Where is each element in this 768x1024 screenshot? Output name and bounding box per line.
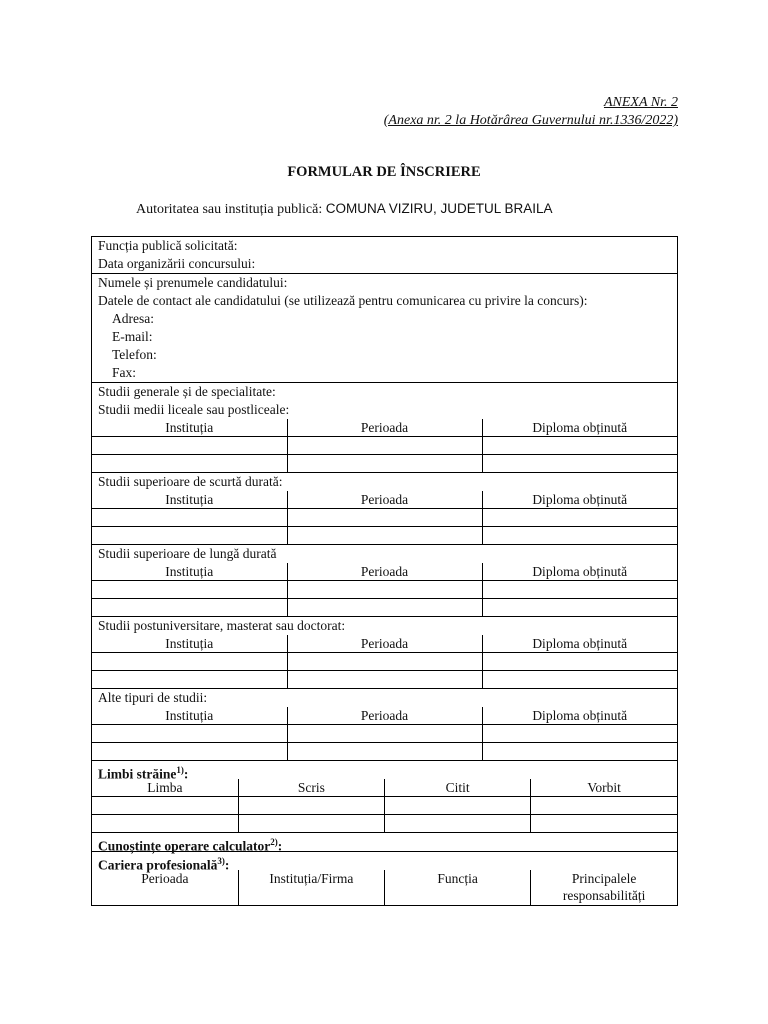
cell-input[interactable] <box>287 725 482 743</box>
cell-input[interactable] <box>92 671 287 689</box>
cell-input[interactable] <box>238 797 384 815</box>
annex-reference: (Anexa nr. 2 la Hotărârea Guvernului nr.1336/2022) <box>383 113 678 128</box>
cell-input[interactable] <box>92 743 287 761</box>
cell-input[interactable] <box>287 527 482 545</box>
studies-lunga-label: Studii superioare de lungă durată <box>98 546 277 561</box>
studies-general-label: Studii generale și de specialitate: <box>98 384 276 399</box>
section-studii-alte <box>92 689 677 761</box>
studies-scurta-label: Studii superioare de scurtă durată: <box>98 474 283 489</box>
cell-input[interactable] <box>482 527 677 545</box>
cell-input[interactable] <box>482 581 677 599</box>
header-perioada: Perioada <box>287 419 482 437</box>
field-adresa[interactable]: Adresa: <box>112 311 154 326</box>
form-title: FORMULAR DE ÎNSCRIERE <box>287 164 481 180</box>
cell-input[interactable] <box>287 653 482 671</box>
studies-postuniv-table <box>92 635 677 688</box>
computer-label[interactable]: Cunoștințe operare calculator$^{2)}$: <box>98 837 283 854</box>
section-studii-scurta <box>92 473 677 545</box>
studies-lunga-table <box>92 563 677 616</box>
studies-alte-table <box>92 707 677 760</box>
cell-input[interactable] <box>238 815 384 833</box>
header-functia: Funcția <box>385 870 531 905</box>
cell-input[interactable] <box>482 509 677 527</box>
header-institutia: Instituția <box>92 491 287 509</box>
field-telefon[interactable]: Telefon: <box>112 347 157 362</box>
header-vorbit: Vorbit <box>531 779 677 797</box>
cell-input[interactable] <box>92 725 287 743</box>
header-diploma: Diploma obținută <box>482 707 677 725</box>
cell-input[interactable] <box>92 599 287 617</box>
cell-input[interactable] <box>92 797 238 815</box>
cell-input[interactable] <box>385 815 531 833</box>
field-nume[interactable]: Numele și prenumele candidatului: <box>98 275 288 290</box>
section-career <box>92 852 677 905</box>
section-studii-lunga <box>92 545 677 617</box>
section-studii-medii <box>92 383 677 473</box>
section-position <box>92 237 677 274</box>
annex-header <box>384 94 678 130</box>
annex-number: ANEXA Nr. 2 <box>603 95 678 110</box>
header-diploma: Diploma obținută <box>482 491 677 509</box>
cell-input[interactable] <box>287 509 482 527</box>
cell-input[interactable] <box>482 437 677 455</box>
field-contact: Datele de contact ale candidatului (se utilizează pentru comunicarea cu privire la concurs): <box>98 293 588 308</box>
header-perioada: Perioada <box>92 870 238 905</box>
cell-input[interactable] <box>287 581 482 599</box>
authority-label: Autoritatea sau instituția publică: <box>136 202 323 217</box>
cell-input[interactable] <box>287 599 482 617</box>
cell-input[interactable] <box>531 797 677 815</box>
languages-label: Limbi străine$^{1)}$: <box>98 765 189 782</box>
cell-input[interactable] <box>92 455 287 473</box>
header-institutia: Instituția <box>92 635 287 653</box>
header-limba: Limba <box>92 779 238 797</box>
studies-medii-table <box>92 419 677 472</box>
header-diploma: Diploma obținută <box>482 563 677 581</box>
authority-line <box>136 201 553 218</box>
cell-input[interactable] <box>482 725 677 743</box>
studies-alte-label: Alte tipuri de studii: <box>98 690 208 705</box>
header-institutia: Instituția <box>92 563 287 581</box>
header-institutia: Instituția <box>92 707 287 725</box>
cell-input[interactable] <box>287 455 482 473</box>
header-scris: Scris <box>238 779 384 797</box>
cell-input[interactable] <box>92 581 287 599</box>
header-perioada: Perioada <box>287 491 482 509</box>
section-studii-postuniv <box>92 617 677 689</box>
field-functia[interactable]: Funcția publică solicitată: <box>98 238 238 253</box>
cell-input[interactable] <box>92 509 287 527</box>
cell-input[interactable] <box>287 743 482 761</box>
cell-input[interactable] <box>482 653 677 671</box>
cell-input[interactable] <box>482 599 677 617</box>
header-perioada: Perioada <box>287 563 482 581</box>
header-citit: Citit <box>385 779 531 797</box>
cell-input[interactable] <box>92 527 287 545</box>
section-computer <box>92 833 677 852</box>
career-label: Cariera profesională$^{3)}$: <box>98 856 230 873</box>
cell-input[interactable] <box>287 437 482 455</box>
cell-input[interactable] <box>92 653 287 671</box>
languages-table <box>92 779 677 832</box>
header-institutia-firma: Instituția/Firma <box>238 870 384 905</box>
cell-input[interactable] <box>92 437 287 455</box>
studies-scurta-table <box>92 491 677 544</box>
header-institutia: Instituția <box>92 419 287 437</box>
header-perioada: Perioada <box>287 635 482 653</box>
cell-input[interactable] <box>482 671 677 689</box>
studies-medii-label: Studii medii liceale sau postliceale: <box>98 402 290 417</box>
header-responsabilitati: Principalele responsabilități <box>531 870 677 905</box>
cell-input[interactable] <box>385 797 531 815</box>
field-data-concurs[interactable]: Data organizării concursului: <box>98 256 256 271</box>
section-candidate <box>92 274 677 383</box>
header-diploma: Diploma obținută <box>482 635 677 653</box>
field-fax[interactable]: Fax: <box>112 365 137 380</box>
career-table <box>92 870 677 905</box>
cell-input[interactable] <box>482 455 677 473</box>
section-languages <box>92 761 677 833</box>
cell-input[interactable] <box>287 671 482 689</box>
studies-postuniv-label: Studii postuniversitare, masterat sau doctorat: <box>98 618 346 633</box>
header-diploma: Diploma obținută <box>482 419 677 437</box>
cell-input[interactable] <box>531 815 677 833</box>
field-email[interactable]: E-mail: <box>112 329 153 344</box>
registration-form <box>91 236 678 906</box>
authority-name: COMUNA VIZIRU, JUDETUL BRAILA <box>325 201 553 216</box>
cell-input[interactable] <box>92 815 238 833</box>
header-perioada: Perioada <box>287 707 482 725</box>
cell-input[interactable] <box>482 743 677 761</box>
